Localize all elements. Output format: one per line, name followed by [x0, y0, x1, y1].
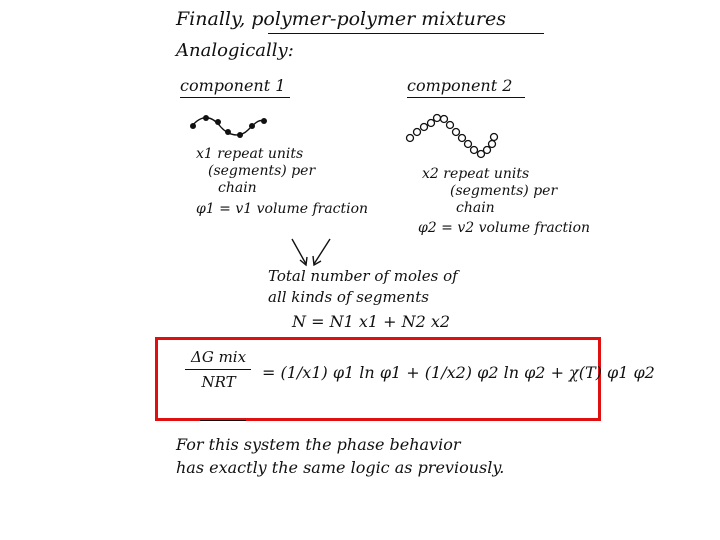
- component1-description: [196, 146, 315, 197]
- polymer-chain-1-icon: [188, 110, 270, 146]
- fraction-bar: [185, 369, 251, 370]
- component2-description: [422, 166, 557, 217]
- conclusion-line: has exactly the same logic as previously.: [176, 458, 505, 477]
- component2-underline: [407, 97, 525, 98]
- component2-desc-line: (segments) per: [450, 183, 558, 199]
- component1-volume-fraction: φ1 = v1 volume fraction: [196, 201, 369, 217]
- stray-underline: [200, 420, 246, 421]
- component2-desc-line: chain: [456, 200, 495, 216]
- conclusion-line: For this system the phase behavior: [176, 435, 461, 454]
- polymer-chain-2-icon: [404, 110, 500, 162]
- gibbs-fraction: [185, 348, 252, 391]
- component1-desc-line: (segments) per: [208, 163, 316, 179]
- fraction-numerator: ΔG mix: [191, 348, 247, 366]
- total-line: Total number of moles of: [268, 267, 458, 285]
- component2-desc-line: x2 repeat units: [422, 166, 530, 182]
- component1-desc-line: x1 repeat units: [196, 146, 304, 162]
- component1-desc-line: chain: [218, 180, 257, 196]
- total-segments-text: [268, 266, 458, 308]
- subtitle: Analogically:: [176, 40, 294, 61]
- total-line: all kinds of segments: [268, 288, 429, 306]
- fraction-denominator: NRT: [201, 373, 236, 391]
- title-underline: [268, 33, 544, 34]
- page-title: Finally, polymer-polymer mixtures: [176, 8, 506, 30]
- equation-rhs: = (1/x1) φ1 ln φ1 + (1/x2) φ2 ln φ2 + χ(T) φ1 φ2: [262, 363, 655, 382]
- converging-arrows-icon: [286, 236, 336, 270]
- total-equation: N = N1 x1 + N2 x2: [292, 312, 451, 331]
- component1-label: component 1: [180, 76, 286, 95]
- component2-label: component 2: [407, 76, 513, 95]
- component2-volume-fraction: φ2 = v2 volume fraction: [418, 220, 591, 236]
- conclusion-text: [176, 433, 504, 479]
- component1-underline: [180, 97, 290, 98]
